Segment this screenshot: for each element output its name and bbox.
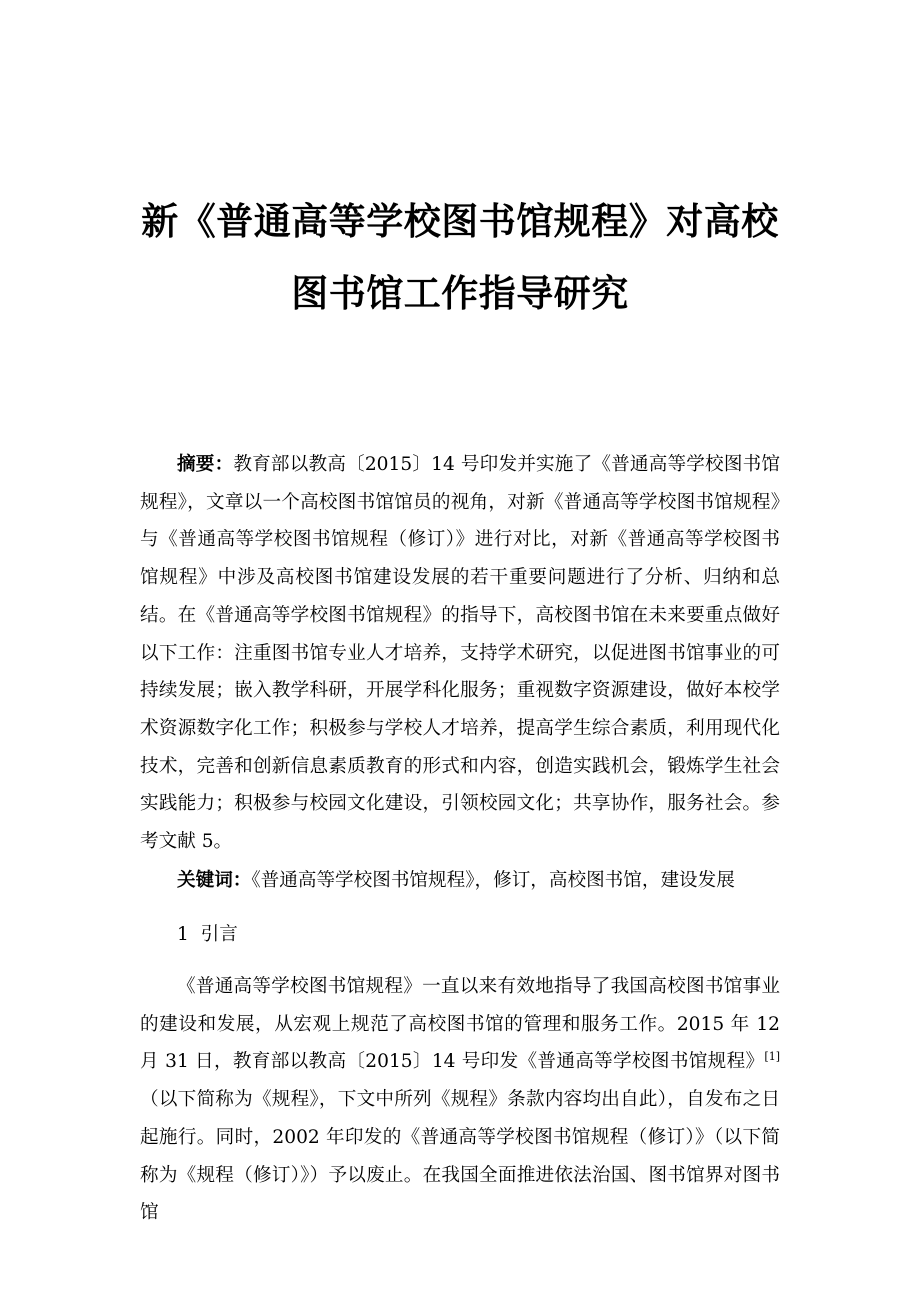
section-heading-introduction: 1 引言: [177, 924, 238, 945]
title-line-1: 新《普通高等学校图书馆规程》对高校: [141, 200, 779, 243]
reference-marker-1[interactable]: [1]: [764, 1050, 780, 1064]
title-line-2: 图书馆工作指导研究: [291, 272, 629, 315]
intro-text-part2: （以下简称为《规程》，下文中所列《规程》条款内容均出自此），自发布之日起施行。同时，2002 年印发的《普通高等学校图书馆规程（修订）》（以下简称为《规程（修订）》）予以废止。在我国全面推进依法治国、图书馆界对图书馆: [140, 1089, 780, 1224]
document-title: [100, 186, 820, 330]
keywords-line: [177, 862, 735, 899]
abstract-text: 教育部以教高〔2015〕14 号印发并实施了《普通高等学校图书馆规程》，文章以一个高校图书馆馆员的视角，对新《普通高等学校图书馆规程》与《普通高等学校图书馆规程（修订）》进行对比，对新《普通高等学校图书馆规程》中涉及高校图书馆建设发展的若干重要问题进行了分析、归纳和总结。在《普通高等学校图书馆规程》的指导下，高校图书馆在未来要重点做好以下工作：注重图书馆专业人才培养，支持学术研究，以促进图书馆事业的可持续发展；嵌入教学科研，开展学科化服务；重视数字资源建设，做好本校学术资源数字化工作；积极参与学校人才培养，提高学生综合素质，利用现代化技术，完善和创新信息素质教育的形式和内容，创造实践机会，锻炼学生社会实践能力；积极参与校园文化建设，引领校园文化；共享协作，服务社会。参考文献 5。: [140, 454, 780, 853]
keywords-label: 关键词：: [177, 870, 252, 891]
intro-text-part1: 《普通高等学校图书馆规程》一直以来有效地指导了我国高校图书馆事业的建设和发展，从宏观上规范了高校图书馆的管理和服务工作。2015 年 12 月 31 日，教育部以教高〔2015〕14 号印发《普通高等学校图书馆规程》: [140, 976, 780, 1073]
introduction-paragraph: [140, 968, 780, 1232]
abstract-paragraph: [140, 446, 780, 861]
abstract-label: 摘要：: [177, 454, 234, 475]
keywords-text: 《普通高等学校图书馆规程》，修订，高校图书馆，建设发展: [251, 870, 735, 891]
